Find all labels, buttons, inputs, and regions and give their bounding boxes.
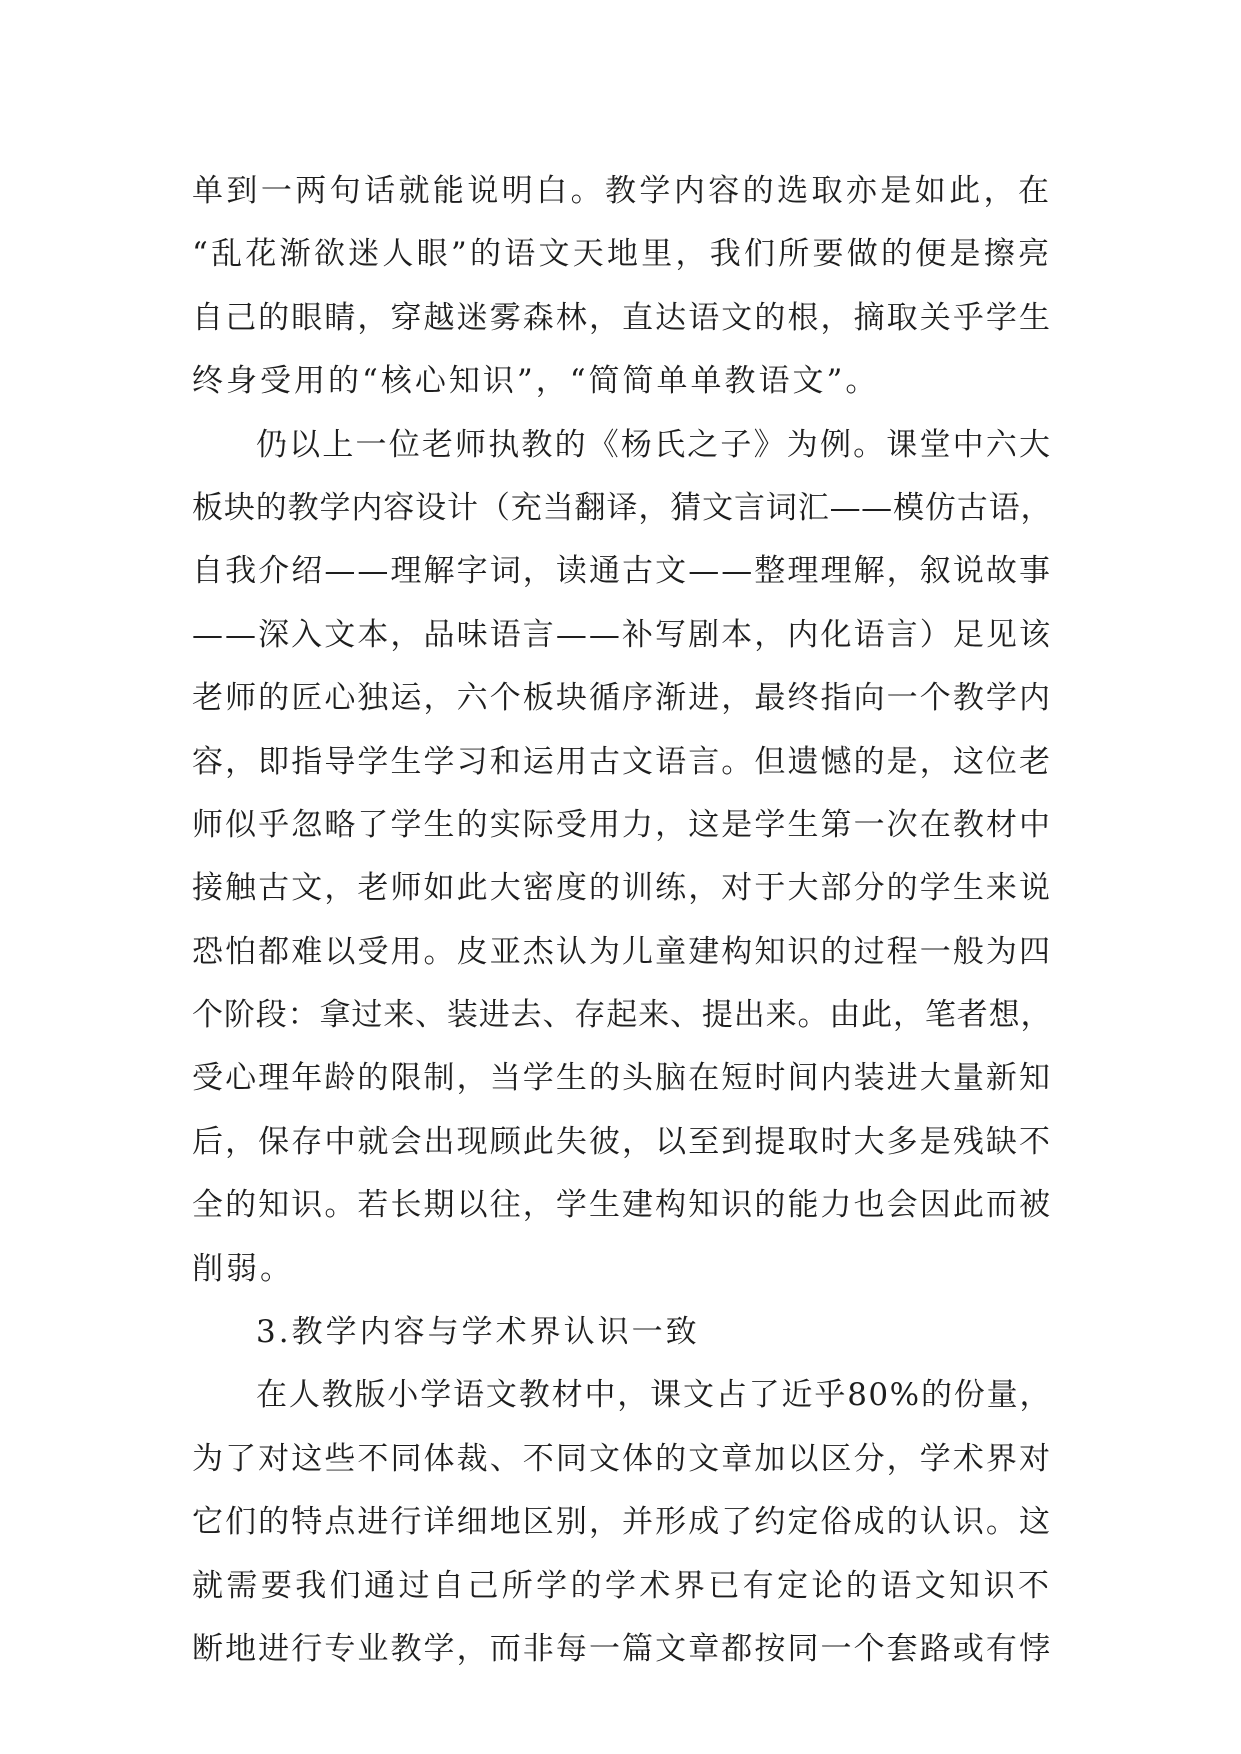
text-line: 全的知识。若长期以往，学生建构知识的能力也会因此而被 bbox=[192, 1187, 1052, 1224]
text-line: 师似乎忽略了学生的实际受用力，这是学生第一次在教材中 bbox=[192, 806, 1052, 843]
text-line: 削弱。 bbox=[192, 1250, 294, 1287]
text-line: 容，即指导学生学习和运用古文语言。但遗憾的是，这位老 bbox=[192, 743, 1052, 780]
text-line: 板块的教学内容设计（充当翻译，猜文言词汇——模仿古语， bbox=[192, 489, 1052, 526]
text-line: 老师的匠心独运，六个板块循序渐进，最终指向一个教学内 bbox=[192, 680, 1052, 717]
paragraph-first-line: 在人教版小学语文教材中，课文占了近乎80%的份量， bbox=[256, 1377, 1052, 1414]
text-line: 自己的眼睛，穿越迷雾森林，直达语文的根，摘取关乎学生 bbox=[192, 299, 1052, 336]
text-line: 个阶段：拿过来、装进去、存起来、提出来。由此，笔者想， bbox=[192, 997, 1052, 1034]
text-line: 就需要我们通过自己所学的学术界已有定论的语文知识不 bbox=[192, 1567, 1052, 1604]
text-line: 断地进行专业教学，而非每一篇文章都按同一个套路或有悖 bbox=[192, 1630, 1052, 1667]
text-line: “乱花渐欲迷人眼”的语文天地里，我们所要做的便是擦亮 bbox=[192, 236, 1052, 273]
body-text bbox=[192, 160, 1052, 1681]
text-line: 它们的特点进行详细地区别，并形成了约定俗成的认识。这 bbox=[192, 1504, 1052, 1541]
text-line: 自我介绍——理解字词，读通古文——整理理解，叙说故事 bbox=[192, 553, 1052, 590]
text-line: 终身受用的“核心知识”，“简简单单教语文”。 bbox=[192, 363, 880, 400]
text-line: 恐怕都难以受用。皮亚杰认为儿童建构知识的过程一般为四 bbox=[192, 933, 1052, 970]
text-line: 单到一两句话就能说明白。教学内容的选取亦是如此，在 bbox=[192, 173, 1052, 209]
section-heading: 3.教学内容与学术界认识一致 bbox=[256, 1314, 700, 1351]
text-line: ——深入文本，品味语言——补写剧本，内化语言）足见该 bbox=[192, 616, 1052, 653]
text-line: 后，保存中就会出现顾此失彼，以至到提取时大多是残缺不 bbox=[192, 1123, 1052, 1160]
text-line: 接触古文，老师如此大密度的训练，对于大部分的学生来说 bbox=[192, 870, 1052, 907]
text-line: 受心理年龄的限制，当学生的头脑在短时间内装进大量新知 bbox=[192, 1060, 1052, 1097]
paragraph-first-line: 仍以上一位老师执教的《杨氏之子》为例。课堂中六大 bbox=[256, 426, 1052, 463]
text-line: 为了对这些不同体裁、不同文体的文章加以区分，学术界对 bbox=[192, 1440, 1052, 1477]
